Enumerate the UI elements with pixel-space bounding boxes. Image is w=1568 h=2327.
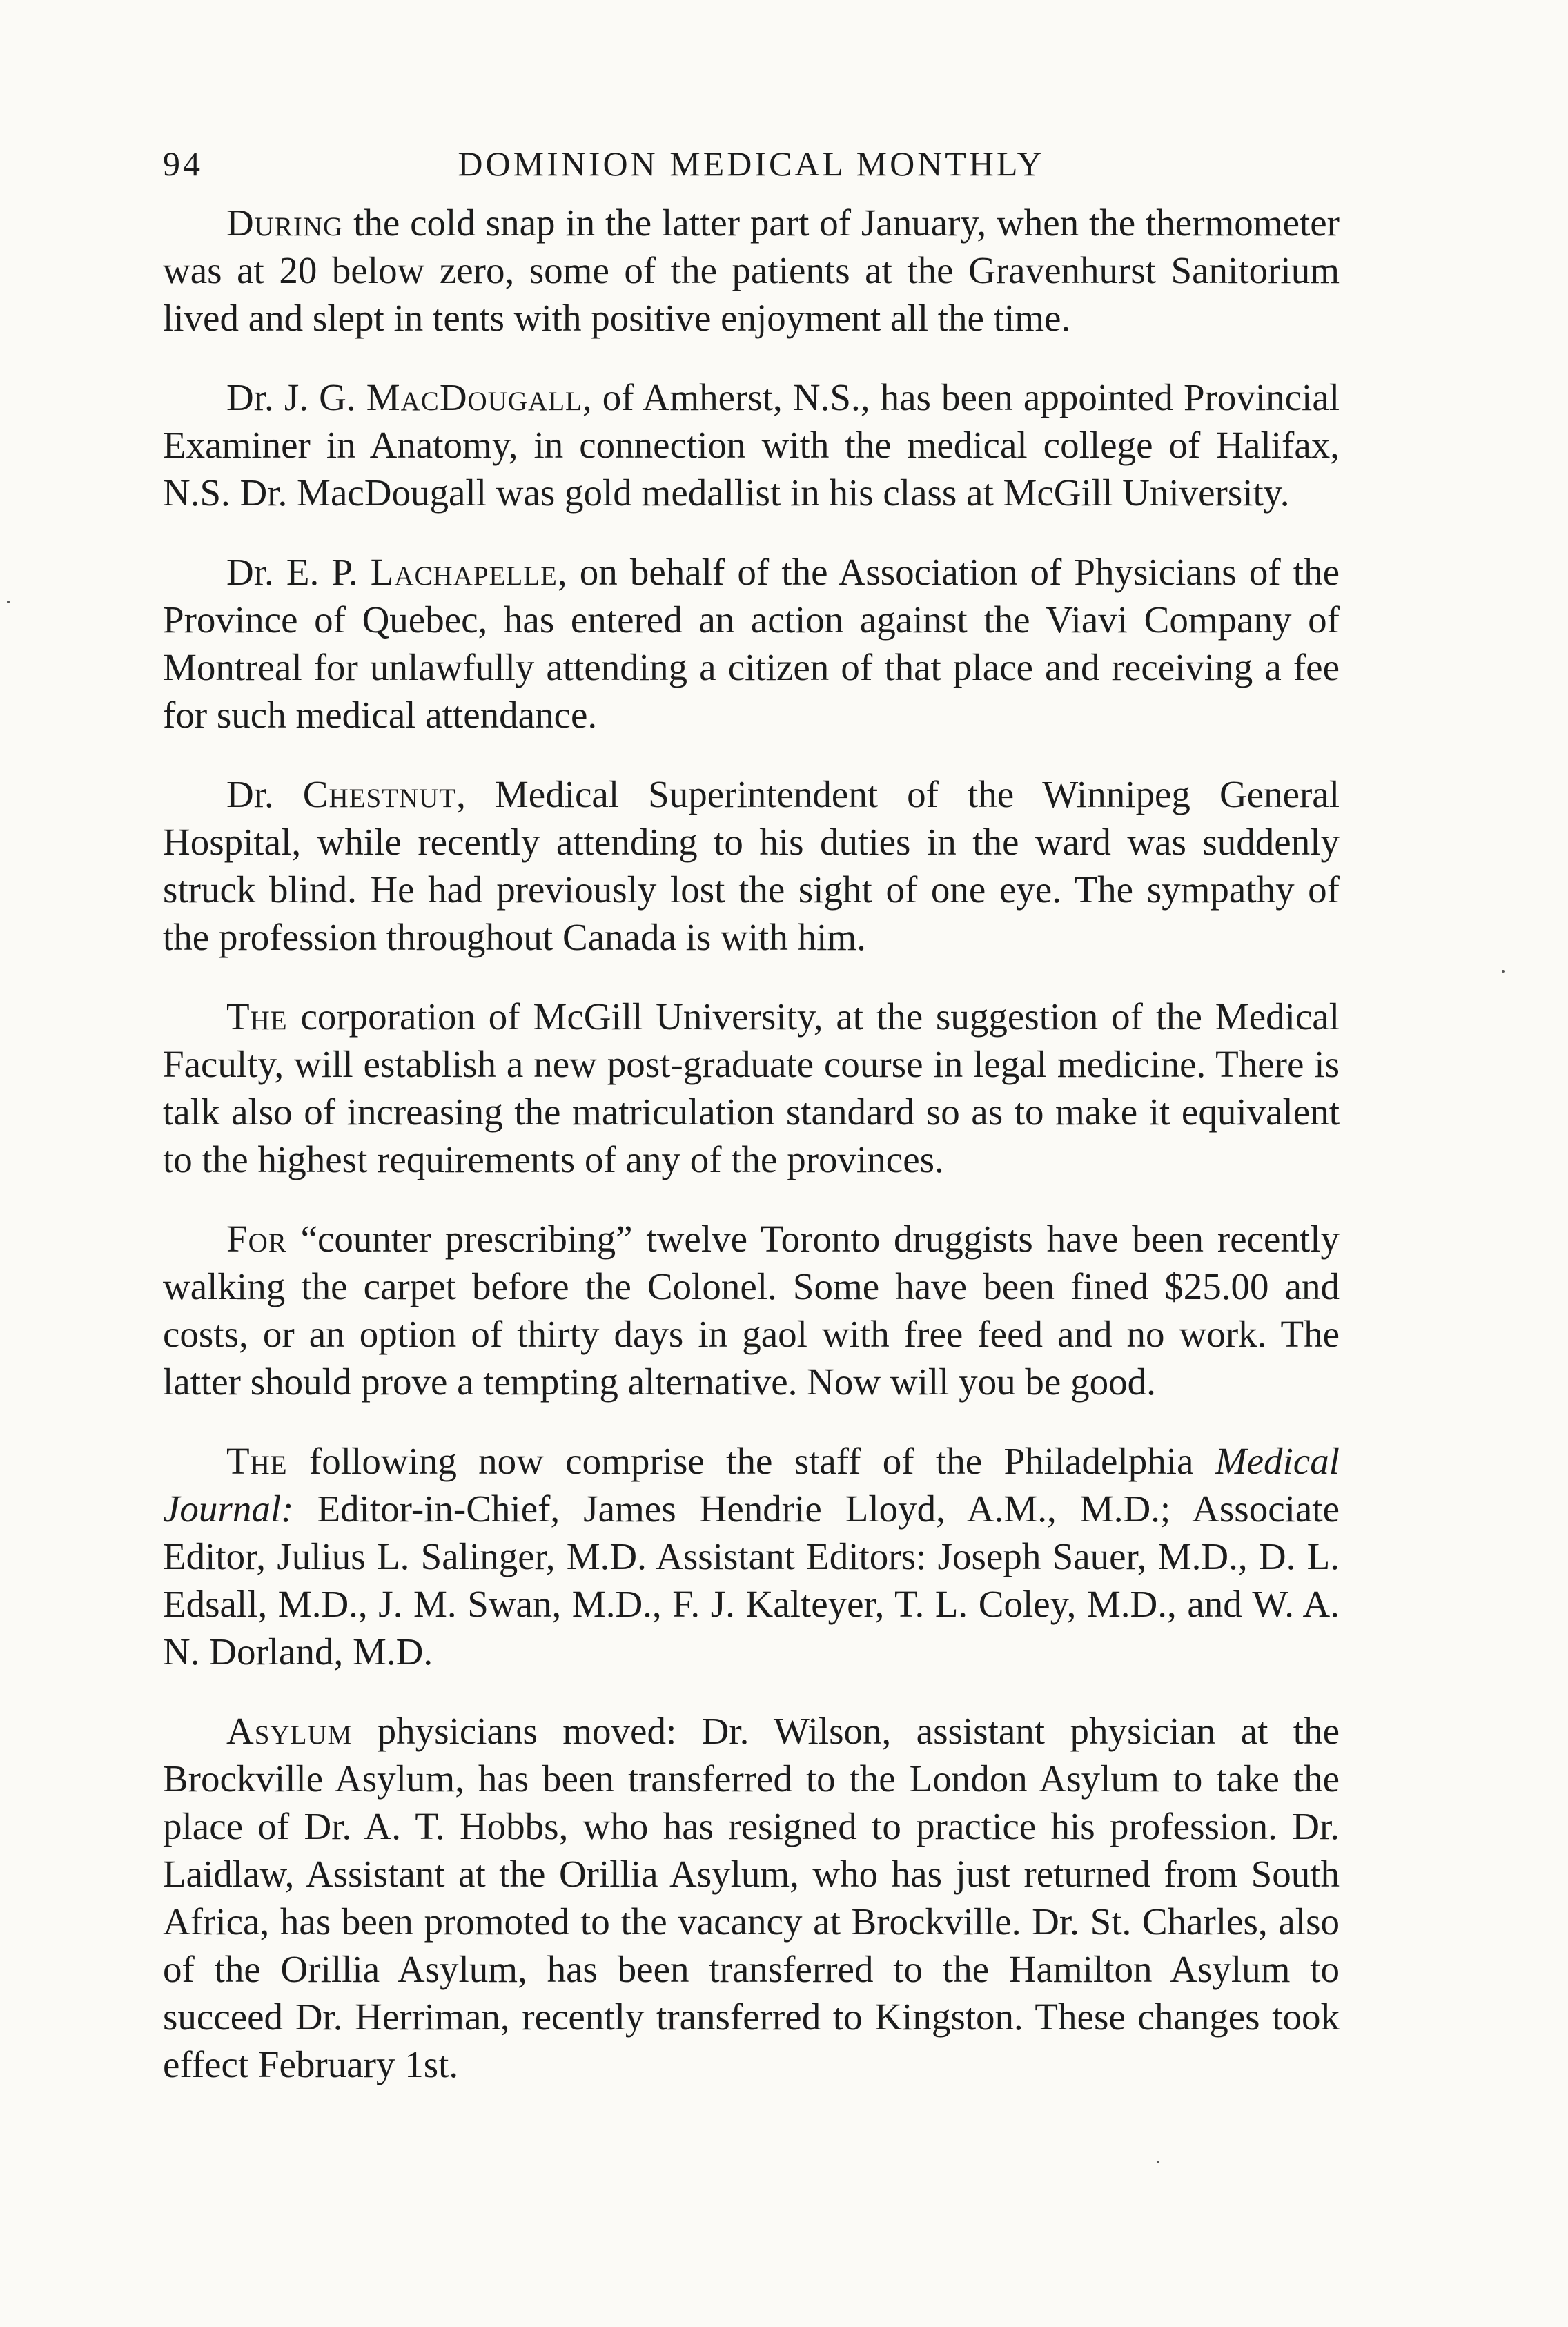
paragraph-prefix: Dr. <box>226 773 303 815</box>
paragraph-asylum <box>163 1707 1340 2088</box>
paragraph-mcgill <box>163 993 1340 1183</box>
paragraph-lachapelle <box>163 548 1340 739</box>
paragraph-text: the cold snap in the latter part of January, when the thermometer was at 20 below zero, some of the patients at the Gravenhurst Sanitorium lived and slept in tents with positive enjoyment all the time. <box>163 202 1340 339</box>
paragraph-text: physicians moved: Dr. Wilson, assistant physician at the Brockville Asylum, has been transferred to the London Asylum to take the place of Dr. A. T. Hobbs, who has resigned to practice his profession. Dr. Laidlaw, Assistant at the Orillia Asylum, who has just returned from South Africa, has been promoted to the vacancy at Brockville. Dr. St. Charles, also of the Orillia Asylum, has been transferred to the Hamilton Asylum to succeed Dr. Herriman, recently transferred to Kingston. These changes took effect February 1st. <box>163 1710 1340 2085</box>
paragraph-lead: During <box>226 202 344 244</box>
page-number: 94 <box>163 144 203 183</box>
paragraph-lead: For <box>226 1218 287 1260</box>
running-head <box>163 144 1340 199</box>
journal-title: DOMINION MEDICAL MONTHLY <box>458 144 1045 183</box>
person-name: MacDougall <box>366 376 582 418</box>
paragraph-lead: The <box>226 995 288 1038</box>
scan-speck <box>1157 2161 1159 2163</box>
paragraph-text: , of Amherst, N.S., has been appointed Provincial Examiner in Anatomy, in connection with the medical college of Halifax, N.S. Dr. MacDougall was gold medallist in his class at McGill University. <box>163 376 1340 514</box>
paragraph-philadelphia <box>163 1437 1340 1675</box>
page <box>163 144 1340 2120</box>
paragraph-text: , on behalf of the Association of Physicians of the Province of Quebec, has entered an action against the Viavi Company of Montreal for unlawfully attending a citizen of that place and receiving a fee for such medical attendance. <box>163 551 1340 736</box>
paragraph-druggists <box>163 1215 1340 1405</box>
person-name: Lachapelle <box>370 551 558 593</box>
paragraph-text-before: following now comprise the staff of the Philadelphia <box>287 1440 1215 1482</box>
scan-speck <box>7 601 10 603</box>
journal-name-italic: Medical Journal: <box>163 1440 1340 1530</box>
paragraph-prefix: Dr. E. P. <box>226 551 371 593</box>
paragraph-macdougall <box>163 373 1340 516</box>
paragraph-text: Editor-in-Chief, James Hendrie Lloyd, A.M., M.D.; Associate Editor, Julius L. Salinger, M.D. Assistant Editors: Joseph Sauer, M.D., D. L. Edsall, M.D., J. M. Swan, M.D., F. J. Kalteyer, T. L. Coley, M.D., and W. A. N. Dorland, M.D. <box>163 1488 1340 1673</box>
paragraph-prefix: Dr. J. G. <box>226 376 366 418</box>
paragraph-text: “counter prescribing” twelve Toronto druggists have been recently walking the carpet before the Colonel. Some have been fined $25.00 and costs, or an option of thirty days in gaol with free feed and no work. The latter should prove a tempting alternative. Now will you be good. <box>163 1218 1340 1403</box>
person-name: Chestnut <box>302 773 457 815</box>
paragraph-lead: Asylum <box>226 1710 353 1752</box>
paragraph-cold-snap <box>163 199 1340 342</box>
paragraph-chestnut <box>163 770 1340 961</box>
paragraph-lead: The <box>226 1440 288 1482</box>
paragraph-text: corporation of McGill University, at the suggestion of the Medical Faculty, will establish a new post-graduate course in legal medicine. There is talk also of increasing the matriculation standard so as to make it equivalent to the highest requirements of any of the provinces. <box>163 995 1340 1180</box>
scan-speck <box>1502 970 1505 973</box>
paragraph-text: , Medical Superintendent of the Winnipeg General Hospital, while recently attending to his duties in the ward was suddenly struck blind. He had previously lost the sight of one eye. The sympathy of the profession throughout Canada is with him. <box>163 773 1340 958</box>
